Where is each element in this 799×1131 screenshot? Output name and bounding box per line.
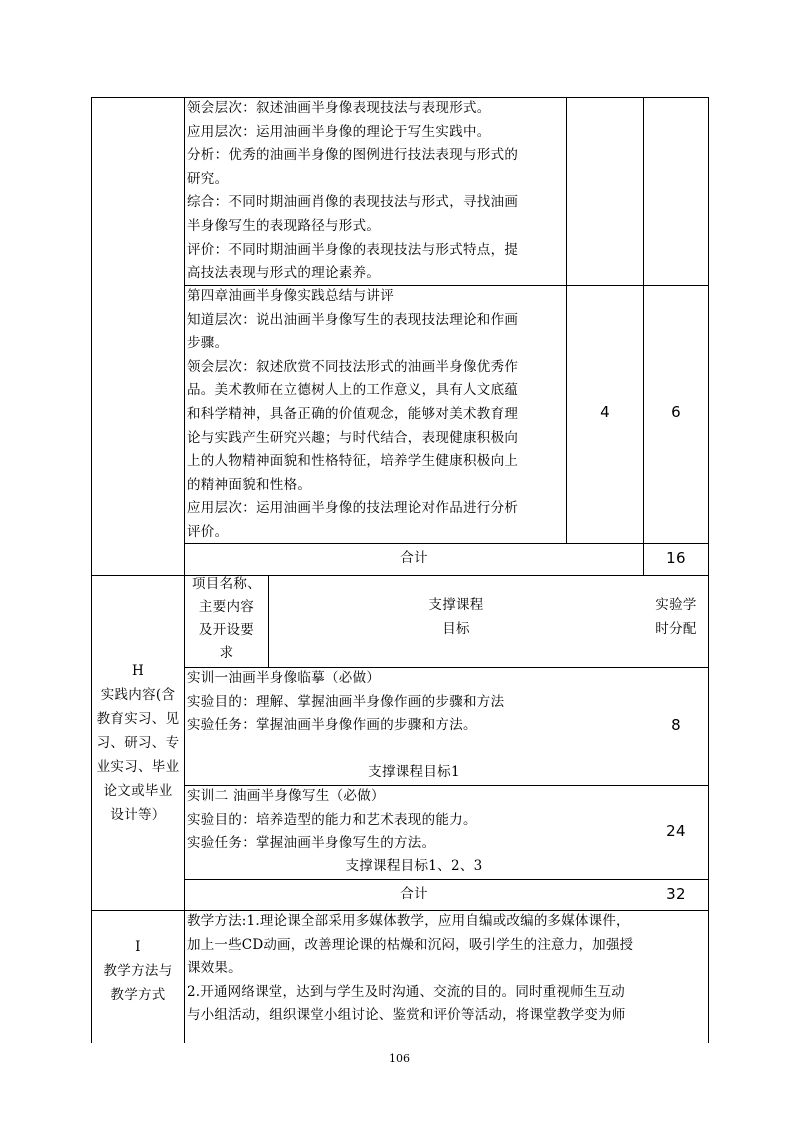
header-project-line: 项目名称、 xyxy=(192,576,261,592)
section-i-letter: I xyxy=(135,939,141,955)
ch4-lecture-hours: 4 xyxy=(600,403,610,421)
total2-value: 32 xyxy=(666,885,686,903)
section-h-label-line: 教育实习、见 xyxy=(96,711,180,727)
border-right xyxy=(708,97,709,1043)
ch3-line: 高技法表现与形式的理论素养。 xyxy=(187,265,381,282)
course-table xyxy=(91,97,709,1043)
exp1-hours: 8 xyxy=(671,716,681,734)
header-support-line: 支撑课程 xyxy=(428,597,484,613)
ch3-line: 综合：不同时期油画肖像的表现技法与形式，寻找油画 xyxy=(187,194,519,211)
ch4-line: 品。美术教师在立德树人上的工作意义，具有人文底蕴 xyxy=(187,382,519,399)
col-hours1-divider xyxy=(566,97,567,543)
section-h-letter: H xyxy=(131,663,145,679)
section-i-label-line: 教学方式 xyxy=(110,987,166,1003)
ch4-line: 步骤。 xyxy=(187,335,229,352)
method-line: 教学方法:1.理论课全部采用多媒体教学，应用自编或改编的多媒体课件， xyxy=(187,913,630,929)
method-line: 2.开通网络课堂，达到与学生及时沟通、交流的目的。同时重视师生互动 xyxy=(187,983,625,1000)
method-line: 与小组活动，组织课堂小组讨论、鉴赏和评价等活动，将课堂教学变为师 xyxy=(187,1007,626,1024)
experiment1-cell xyxy=(187,667,643,738)
teaching-methods-cell xyxy=(187,910,707,1028)
border-left xyxy=(91,97,92,1043)
header-project-line: 求 xyxy=(219,645,234,661)
exp2-hours: 24 xyxy=(666,822,686,840)
ch4-practice-hours: 6 xyxy=(671,403,681,421)
ch3-line: 评价：不同时期油画半身像的表现技法与形式特点，提 xyxy=(187,241,519,258)
ch3-line: 领会层次：叙述油画半身像表现技法与表现形式。 xyxy=(187,100,491,116)
ch4-line: 和科学精神，具备正确的价值观念，能够对美术教育理 xyxy=(187,405,519,422)
header-support-line: 目标 xyxy=(442,620,470,637)
ch4-line: 上的人物精神面貌和性格特征，培养学生健康积极向上 xyxy=(187,453,519,470)
header-support-target xyxy=(269,594,643,641)
section-i-label xyxy=(92,935,184,1007)
chapter4-cell xyxy=(187,285,565,545)
section-i-label-line: 教学方法与 xyxy=(103,963,173,979)
exp1-task: 实验任务：掌握油画半身像作画的步骤和方法。 xyxy=(187,717,477,734)
header-hours-line: 时分配 xyxy=(655,620,697,637)
ch4-line: 论与实践产生研究兴趣；与时代结合，表现健康积极向 xyxy=(187,429,519,446)
ch3-line: 应用层次：运用油画半身像的理论于写生实践中。 xyxy=(187,123,491,140)
exp1-support: 支撑课程目标1 xyxy=(368,764,460,780)
section-h-label xyxy=(92,659,184,827)
exp2-support: 支撑课程目标1、2、3 xyxy=(345,858,483,874)
method-line: 加上一些CD动画，改善理论课的枯燥和沉闷，吸引学生的注意力，加强授 xyxy=(187,936,634,953)
total1-value: 16 xyxy=(666,549,686,567)
section-h-label-line: 实践内容(含 xyxy=(100,687,176,703)
exp2-title: 实训二 油画半身像写生（必做） xyxy=(187,788,385,804)
ch4-line: 的精神面貌和性格。 xyxy=(187,476,312,493)
exp1-title: 实训一油画半身像临摹（必做） xyxy=(187,670,381,686)
chapter3-tail-cell xyxy=(187,97,565,286)
header-project-name xyxy=(185,573,268,665)
ch4-line: 领会层次：叙述欣赏不同技法形式的油画半身像优秀作 xyxy=(187,358,519,375)
ch4-line: 知道层次：说出油画半身像写生的表现技法理论和作画 xyxy=(187,311,519,328)
ch4-line: 评价。 xyxy=(187,523,229,540)
header-project-line: 及开设要 xyxy=(198,622,255,638)
h-exp2-bottom xyxy=(184,879,708,880)
exp2-goal: 实验目的：培养造型的能力和艺术表现的能力。 xyxy=(187,811,477,828)
col-hours2-divider xyxy=(643,97,644,575)
section-h-label-line: 业实习、毕业 xyxy=(96,759,180,775)
section-h-label-line: 习、研习、专 xyxy=(96,735,180,751)
ch4-title: 第四章油画半身像实践总结与讲评 xyxy=(187,288,394,304)
header-hours-line: 实验学 xyxy=(655,597,697,613)
section-h-label-line: 设计等） xyxy=(110,807,166,823)
experiment2-cell xyxy=(187,785,643,856)
page-number: 106 xyxy=(389,1052,410,1065)
exp2-task: 实验任务：掌握油画半身像写生的方法。 xyxy=(187,835,436,852)
ch3-line: 分析：优秀的油画半身像的图例进行技法表现与形式的 xyxy=(187,147,519,164)
header-lab-hours xyxy=(644,594,708,641)
ch4-line: 应用层次：运用油画半身像的技法理论对作品进行分析 xyxy=(187,500,519,517)
method-line: 课效果。 xyxy=(187,960,242,977)
row-divider-section-h xyxy=(91,575,709,576)
section-h-label-line: 论文或毕业 xyxy=(103,783,173,799)
total2-label: 合计 xyxy=(400,886,428,902)
exp1-goal: 实验目的：理解、掌握油画半身像作画的步骤和方法 xyxy=(187,693,505,710)
header-project-line: 主要内容 xyxy=(198,599,255,615)
ch3-line: 半身像写生的表现路径与形式。 xyxy=(187,217,381,234)
total1-label: 合计 xyxy=(400,550,428,566)
ch3-line: 研究。 xyxy=(187,170,229,187)
